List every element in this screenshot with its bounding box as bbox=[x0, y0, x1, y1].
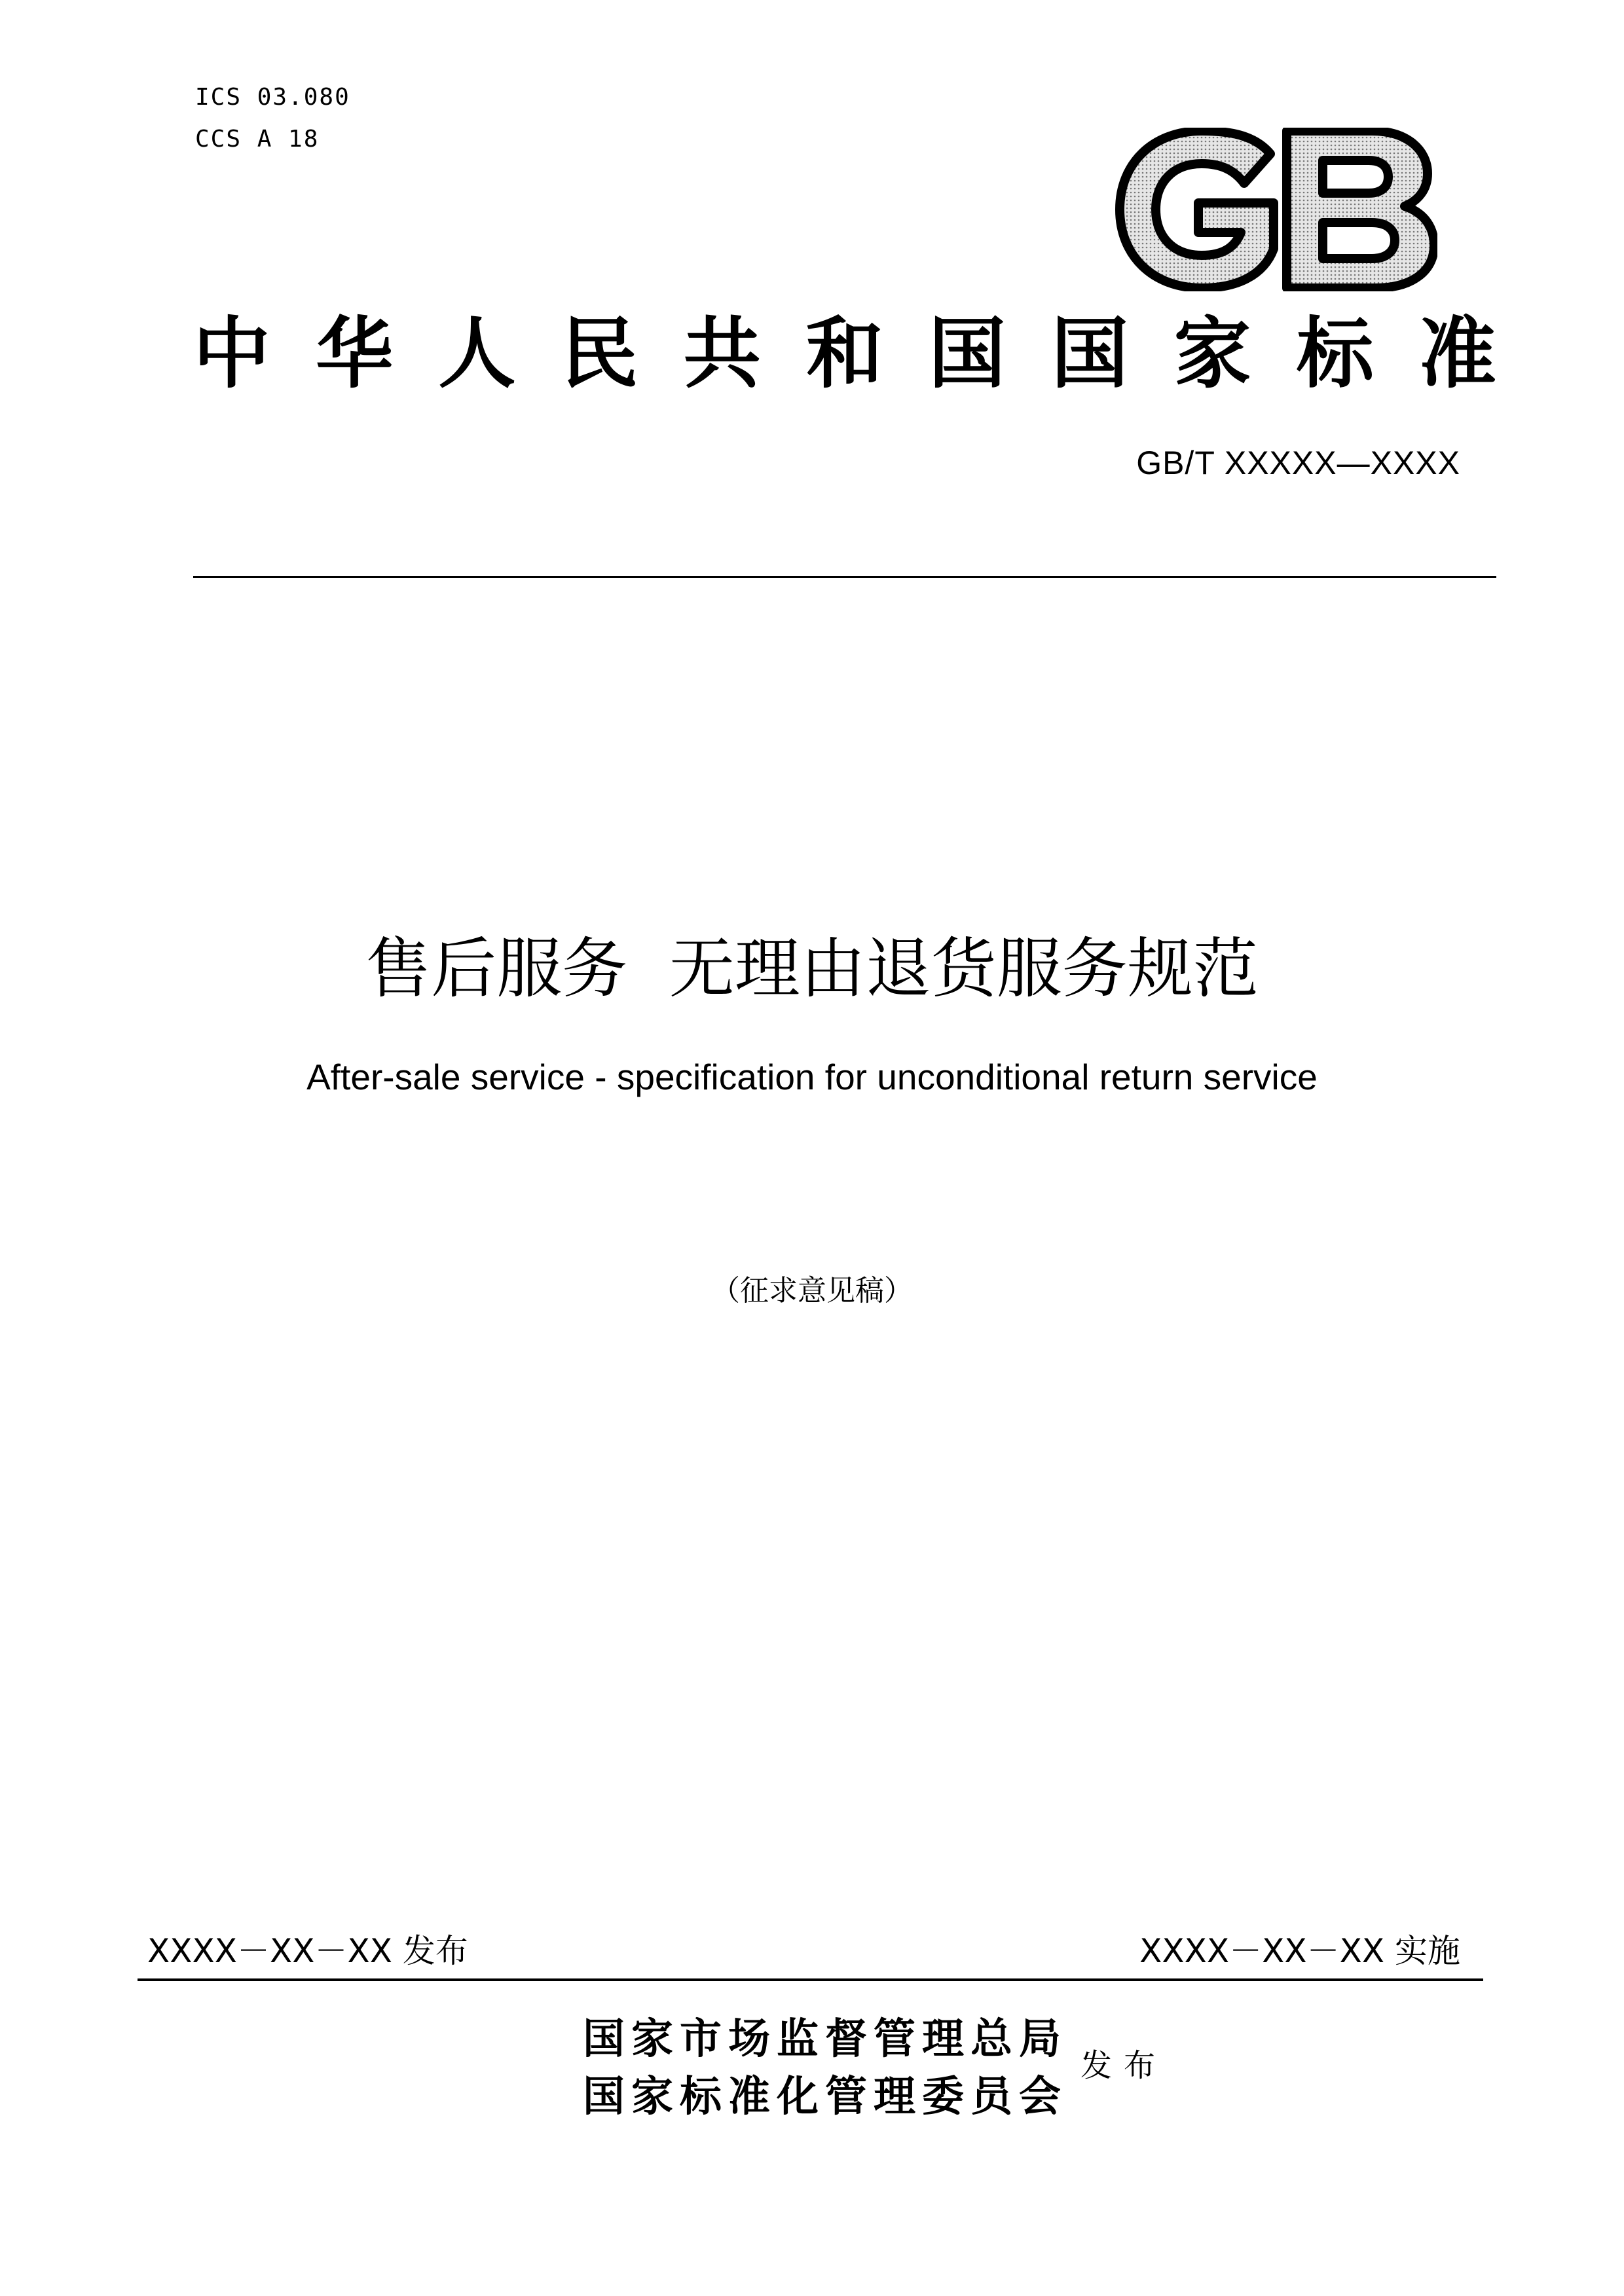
title-char: 和 bbox=[805, 308, 883, 399]
issuer-name-2: 国家标准化管理委员会 bbox=[583, 2072, 1067, 2121]
ccs-code: CCS A 18 bbox=[195, 126, 320, 153]
issuer-name-1: 国家市场监督管理总局 bbox=[583, 2014, 1067, 2064]
title-char: 国 bbox=[929, 308, 1006, 399]
title-char: 中 bbox=[193, 308, 271, 399]
title-char: 人 bbox=[438, 308, 516, 399]
document-title-cn: 售后服务 无理由退货服务规范 bbox=[365, 930, 1259, 1007]
implement-date: XXXX－XX－XX 实施 bbox=[1139, 1932, 1460, 1970]
standard-number: GB/T XXXXX—XXXX bbox=[1136, 445, 1460, 481]
gb-logo-text: GB bbox=[1275, 214, 1285, 221]
title-char: 民 bbox=[561, 308, 638, 399]
gb-logo-b bbox=[1287, 131, 1434, 288]
title-char: 准 bbox=[1418, 308, 1496, 399]
issuer-block bbox=[583, 2013, 1185, 2131]
document-title-en: After-sale service - specification for unconditional return service bbox=[306, 1057, 1318, 1097]
title-char: 家 bbox=[1173, 308, 1251, 399]
issuer-suffix: 发布 bbox=[1080, 2047, 1168, 2084]
ics-code: ICS 03.080 bbox=[195, 84, 350, 111]
publish-date: XXXX－XX－XX 发布 bbox=[147, 1932, 468, 1970]
footer-divider bbox=[138, 1978, 1483, 1981]
header-divider bbox=[193, 576, 1496, 578]
title-char: 国 bbox=[1051, 308, 1129, 399]
title-char: 共 bbox=[683, 308, 761, 399]
gb-logo-g bbox=[1120, 131, 1274, 288]
title-char: 标 bbox=[1296, 308, 1374, 399]
draft-status-note: （征求意见稿） bbox=[711, 1274, 913, 1307]
national-standard-title bbox=[193, 308, 1496, 399]
title-char: 华 bbox=[316, 308, 394, 399]
gb-logo bbox=[1113, 128, 1437, 291]
